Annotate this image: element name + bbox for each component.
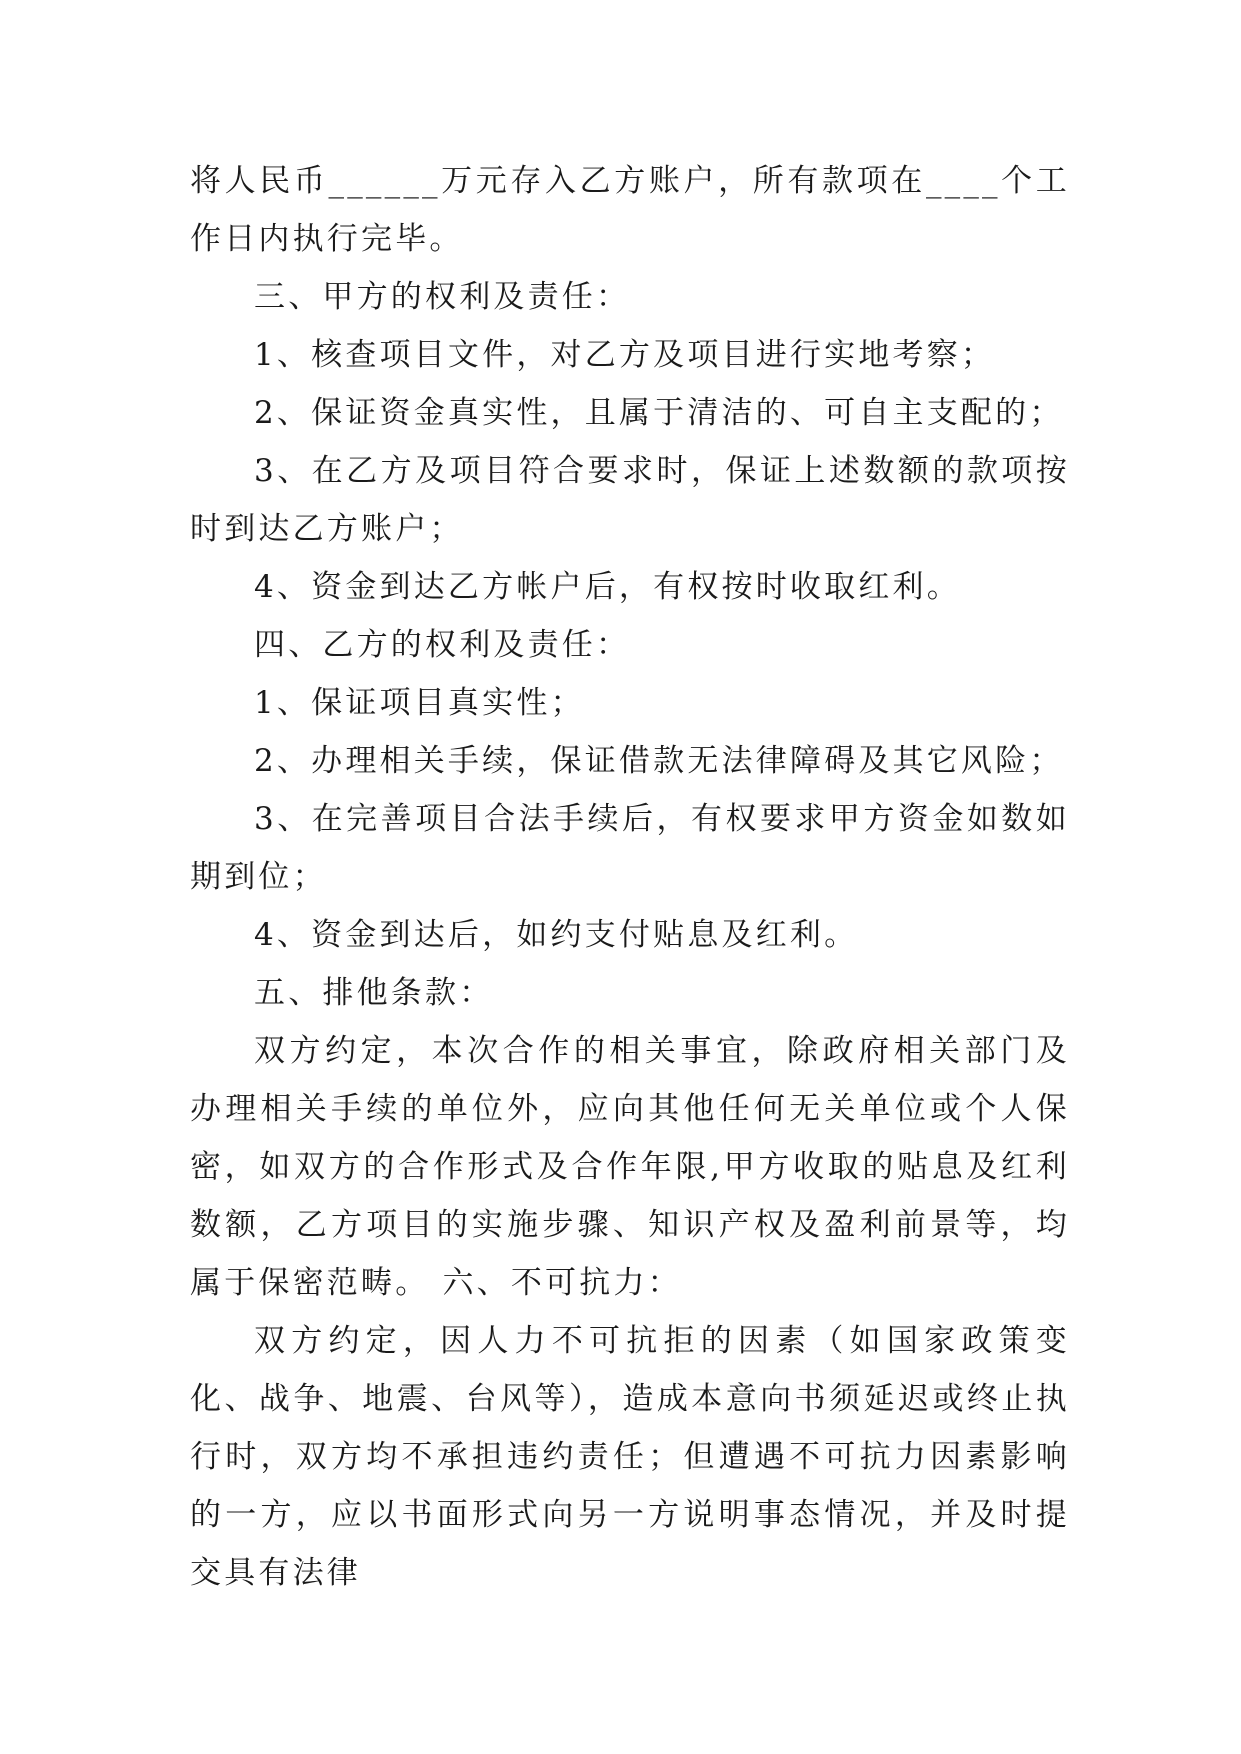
heading-party-b-rights: 四、乙方的权利及责任： bbox=[254, 627, 631, 663]
paragraph-confidentiality: 双方约定，本次合作的相关事宜，除政府相关部门及办理相关手续的单位外，应向其他任何无关单位或个人保密，如双方的合作形式及合作年限,甲方收取的贴息及红利数额，乙方项目的实施步骤、知识产权及盈利前景等，均属于保密范畴。 六、不可抗力： bbox=[190, 1033, 1070, 1301]
party-a-item-3: 3、在乙方及项目符合要求时，保证上述数额的款项按时到达乙方账户； bbox=[190, 453, 1070, 547]
party-b-item-3: 3、在完善项目合法手续后，有权要求甲方资金如数如期到位； bbox=[190, 801, 1070, 895]
party-b-item-2: 2、办理相关手续，保证借款无法律障碍及其它风险； bbox=[254, 743, 1064, 779]
party-b-item-1: 1、保证项目真实性； bbox=[254, 685, 585, 721]
heading-party-a-rights: 三、甲方的权利及责任： bbox=[254, 279, 631, 315]
paragraph-force-majeure: 双方约定，因人力不可抗拒的因素（如国家政策变化、战争、地震、台风等），造成本意向书须延迟或终止执行时，双方均不承担违约责任；但遭遇不可抗力因素影响的一方，应以书面形式向另一方说明事态情况，并及时提交具有法律 bbox=[190, 1323, 1070, 1591]
party-a-item-1: 1、核查项目文件，对乙方及项目进行实地考察； bbox=[254, 337, 996, 373]
document-body bbox=[190, 152, 1070, 1602]
party-a-item-4: 4、资金到达乙方帐户后，有权按时收取红利。 bbox=[254, 569, 961, 605]
party-b-item-4: 4、资金到达后，如约支付贴息及红利。 bbox=[254, 917, 859, 953]
paragraph-deposit-terms: 将人民币______万元存入乙方账户，所有款项在____个工作日内执行完毕。 bbox=[190, 163, 1070, 257]
party-a-item-2: 2、保证资金真实性，且属于清洁的、可自主支配的； bbox=[254, 395, 1064, 431]
heading-exclusivity: 五、排他条款： bbox=[254, 975, 494, 1011]
